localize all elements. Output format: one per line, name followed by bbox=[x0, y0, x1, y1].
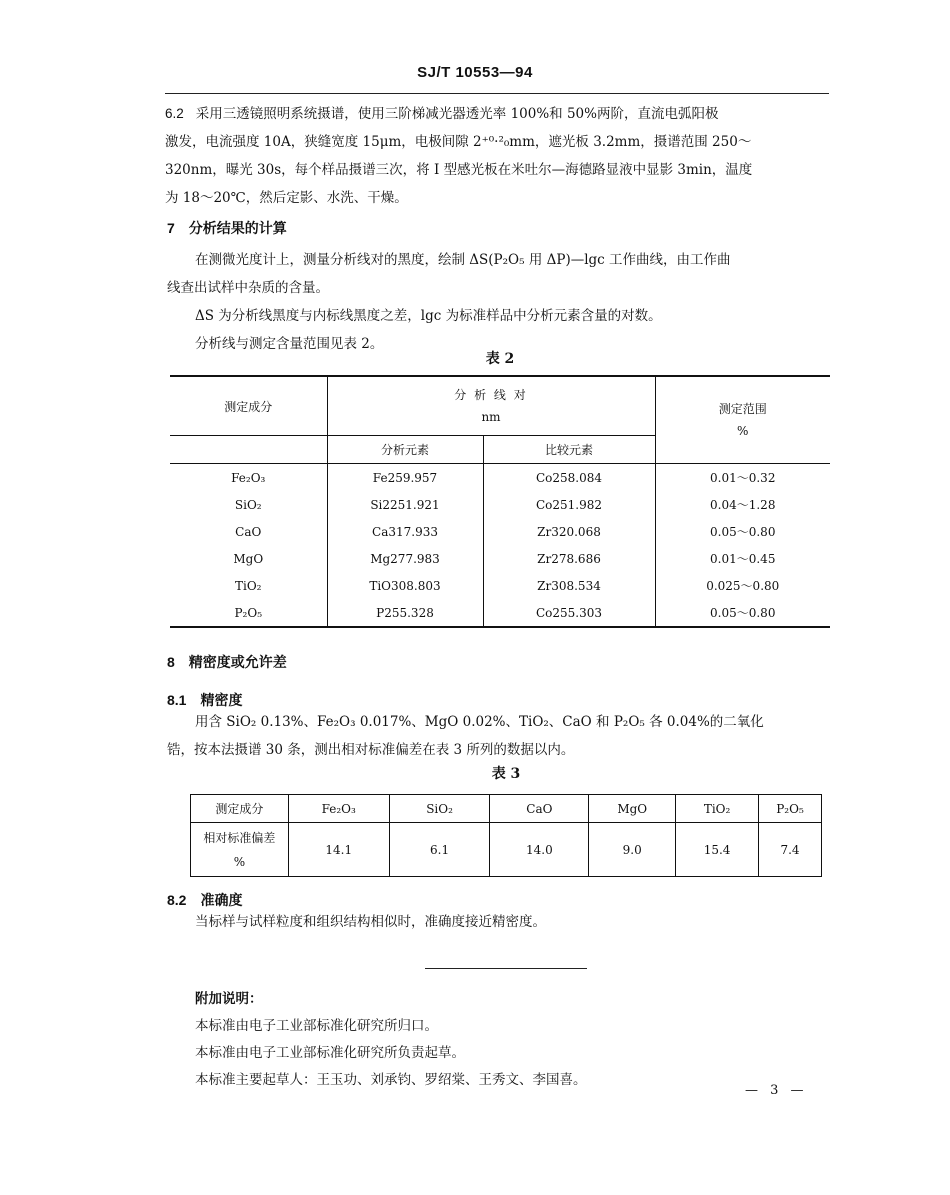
section-8-1-body bbox=[167, 708, 847, 764]
header-rule bbox=[165, 93, 829, 94]
table2-row bbox=[170, 518, 830, 545]
table3-row-label-text: 相对标准偏差 bbox=[203, 830, 276, 845]
table2-cell-analysis: Ca317.933 bbox=[327, 518, 483, 545]
table2-head-spacer bbox=[170, 436, 327, 464]
section-8-2-text: 当标样与试样粒度和组织结构相似时，准确度接近精密度。 bbox=[195, 914, 546, 930]
section-6-2-line3: 320nm，曝光 30s，每个样品摄谱三次，将 I 型感光板在米吐尔—海德路显液中显影 3min，温度 bbox=[165, 162, 753, 178]
section-7-number: 7 bbox=[167, 220, 175, 236]
table2-head-range-unit: % bbox=[737, 424, 749, 438]
table3-head-label: 测定成分 bbox=[191, 795, 289, 823]
section-8-1-heading bbox=[167, 690, 242, 710]
table2-cell-range: 0.025～0.80 bbox=[655, 572, 830, 599]
section-7-p1-line2: 线查出试样中杂质的含量。 bbox=[167, 280, 329, 296]
table2 bbox=[170, 375, 830, 628]
table2-head-component: 测定成分 bbox=[170, 376, 327, 436]
table2-head-range-label: 测定范围 bbox=[718, 402, 767, 416]
table2-cell-component: MgO bbox=[233, 551, 264, 566]
table2-cell-analysis: P255.328 bbox=[327, 599, 483, 627]
section-8-2-number: 8.2 bbox=[167, 892, 187, 908]
section-8-1-title: 精密度 bbox=[200, 693, 243, 709]
table3-head-component: P₂O₅ bbox=[759, 795, 822, 823]
table3-head-row bbox=[191, 795, 822, 823]
section-6-2-line4: 为 18～20℃，然后定影、水洗、干燥。 bbox=[165, 190, 408, 206]
section-6-2-line1: 6.2 采用三透镜照明系统摄谱，使用三阶梯减光器透光率 100%和 50%两阶，直流电弧阳极 bbox=[165, 106, 719, 122]
table2-caption: 表 2 bbox=[485, 351, 515, 367]
table3-head-component: TiO₂ bbox=[676, 795, 759, 823]
table3-value: 9.0 bbox=[589, 823, 676, 877]
table3-value: 7.4 bbox=[759, 823, 822, 877]
table3-row-label-unit: % bbox=[233, 854, 246, 869]
table2-cell-analysis: Si2251.921 bbox=[327, 491, 483, 518]
section-6-2-line2: 激发，电流强度 10A，狭缝宽度 15μm，电极间隙 2⁺⁰·²₀mm，遮光板 3.2mm，摄谱范围 250～ bbox=[165, 134, 752, 150]
table3-head-component: MgO bbox=[589, 795, 676, 823]
table3-head-component: CaO bbox=[490, 795, 589, 823]
table2-cell-range: 0.05～0.80 bbox=[655, 599, 830, 627]
table2-head-pair-label: 分 析 线 对 bbox=[454, 388, 528, 402]
table3-row-label bbox=[191, 823, 289, 877]
table3-caption: 表 3 bbox=[491, 766, 521, 782]
notes-line3: 本标准主要起草人：王玉功、刘承钧、罗绍棠、王秀文、李国喜。 bbox=[195, 1072, 587, 1088]
section-8-1-line1: 用含 SiO₂ 0.13%、Fe₂O₃ 0.017%、MgO 0.02%、TiO₂、CaO 和 P₂O₅ 各 0.04%的二氧化 bbox=[195, 714, 764, 730]
table2-row bbox=[170, 491, 830, 518]
section-8-number: 8 bbox=[167, 654, 175, 670]
notes-line2: 本标准由电子工业部标准化研究所负责起草。 bbox=[195, 1045, 465, 1061]
additional-notes bbox=[195, 986, 835, 1094]
table2-cell-component: Fe₂O₃ bbox=[231, 470, 266, 485]
section-8-1-number: 8.1 bbox=[167, 692, 187, 708]
notes-line1: 本标准由电子工业部标准化研究所归口。 bbox=[195, 1018, 438, 1034]
table2-cell-compare: Co258.084 bbox=[483, 464, 655, 492]
notes-title: 附加说明： bbox=[195, 991, 263, 1007]
table2-head-compare: 比较元素 bbox=[483, 436, 655, 464]
section-8-2-heading bbox=[167, 890, 242, 910]
table2-cell-analysis: Fe259.957 bbox=[327, 464, 483, 492]
table2-cell-compare: Zr320.068 bbox=[483, 518, 655, 545]
table3-value: 14.1 bbox=[288, 823, 389, 877]
table2-row bbox=[170, 545, 830, 572]
table2-cell-component: TiO₂ bbox=[235, 578, 262, 593]
table2-cell-range: 0.04～1.28 bbox=[655, 491, 830, 518]
table2-head-analysis: 分析元素 bbox=[327, 436, 483, 464]
document-header: SJ/T 10553—94 bbox=[417, 64, 533, 81]
table2-head-pair-unit: nm bbox=[481, 410, 501, 424]
section-8-2-title: 准确度 bbox=[200, 893, 243, 909]
table3 bbox=[190, 794, 822, 877]
table2-cell-range: 0.05～0.80 bbox=[655, 518, 830, 545]
table3-value: 14.0 bbox=[490, 823, 589, 877]
section-6-2 bbox=[165, 100, 845, 212]
table2-cell-compare: Co251.982 bbox=[483, 491, 655, 518]
table2-row bbox=[170, 464, 830, 492]
table2-cell-compare: Zr308.534 bbox=[483, 572, 655, 599]
table2-head-range bbox=[655, 376, 830, 464]
table2-cell-analysis: TiO308.803 bbox=[327, 572, 483, 599]
table3-head-component: Fe₂O₃ bbox=[288, 795, 389, 823]
notes-divider bbox=[425, 968, 587, 969]
table2-head-pair bbox=[327, 376, 655, 436]
section-6-2-number: 6.2 bbox=[165, 106, 184, 121]
table3-value: 15.4 bbox=[676, 823, 759, 877]
table2-cell-component: CaO bbox=[235, 524, 262, 539]
page-number: — 3 — bbox=[745, 1083, 808, 1098]
section-8-1-line2: 锆，按本法摄谱 30 条，测出相对标准偏差在表 3 所列的数据以内。 bbox=[167, 742, 575, 758]
section-7-heading bbox=[167, 218, 287, 238]
section-7-p2: ΔS 为分析线黑度与内标线黑度之差，lgc 为标准样品中分析元素含量的对数。 bbox=[195, 308, 662, 324]
table2-cell-compare: Co255.303 bbox=[483, 599, 655, 627]
section-7-p3: 分析线与测定含量范围见表 2。 bbox=[195, 336, 384, 352]
table3-value-row bbox=[191, 823, 822, 877]
section-8-title: 精密度或允许差 bbox=[188, 655, 287, 671]
table2-row bbox=[170, 599, 830, 627]
section-7-body bbox=[167, 246, 847, 358]
table2-cell-range: 0.01～0.45 bbox=[655, 545, 830, 572]
section-8-heading bbox=[167, 652, 287, 672]
table3-value: 6.1 bbox=[389, 823, 490, 877]
section-7-title: 分析结果的计算 bbox=[188, 221, 287, 237]
section-7-p1-line1: 在测微光度计上，测量分析线对的黑度，绘制 ΔS(P₂O₅ 用 ΔP)—lgc 工作曲线，由工作曲 bbox=[195, 252, 731, 268]
table2-cell-compare: Zr278.686 bbox=[483, 545, 655, 572]
table2-cell-analysis: Mg277.983 bbox=[327, 545, 483, 572]
table2-cell-component: P₂O₅ bbox=[234, 605, 263, 620]
table2-cell-range: 0.01～0.32 bbox=[655, 464, 830, 492]
table2-row bbox=[170, 572, 830, 599]
table3-head-component: SiO₂ bbox=[389, 795, 490, 823]
table2-cell-component: SiO₂ bbox=[234, 497, 262, 512]
